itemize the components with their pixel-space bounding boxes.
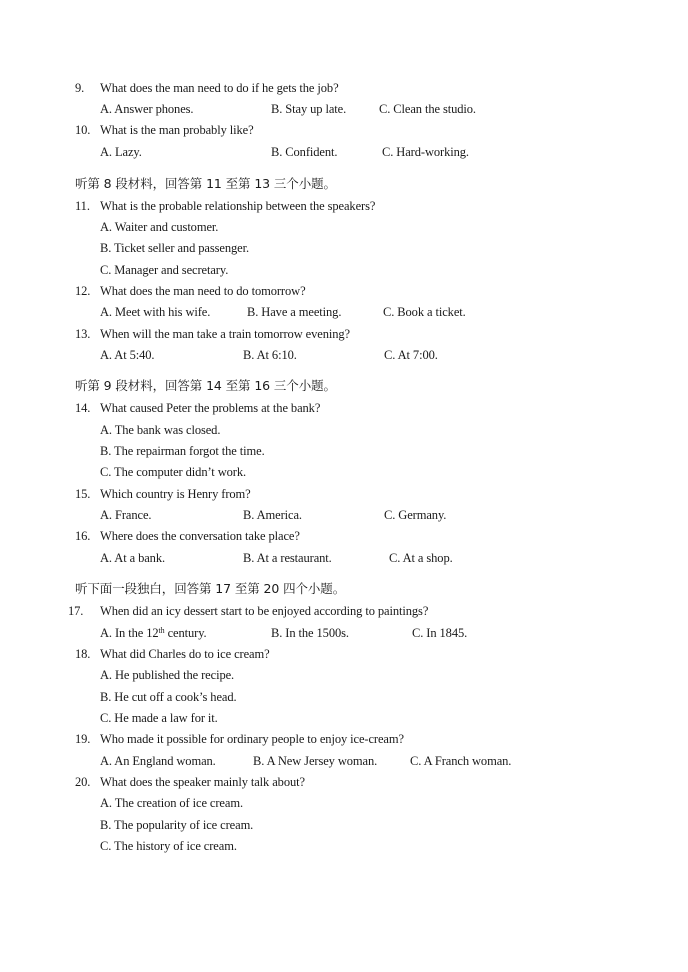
question-number: 12.	[75, 284, 91, 298]
option-a: A. The bank was closed.	[100, 423, 221, 437]
question-number: 13.	[75, 327, 91, 341]
question-text: Where does the conversation take place?	[100, 529, 300, 543]
option-c: C. Manager and secretary.	[100, 263, 229, 277]
question-text: What did Charles do to ice cream?	[100, 647, 270, 661]
option-a: A. Answer phones.	[100, 102, 194, 116]
option-b: B. The popularity of ice cream.	[100, 818, 254, 832]
question-text: What does the man need to do tomorrow?	[100, 284, 306, 298]
option-a: A. France.	[100, 508, 152, 522]
option-a: A. In the 12th century.	[100, 626, 207, 640]
option-b: B. At a restaurant.	[243, 551, 332, 565]
option-b: B. Have a meeting.	[247, 305, 342, 319]
option-b: B. In the 1500s.	[271, 626, 349, 640]
option-c: C. The history of ice cream.	[100, 839, 237, 853]
option-b: B. Ticket seller and passenger.	[100, 241, 249, 255]
question-number: 18.	[75, 647, 91, 661]
question-text: Who made it possible for ordinary people to enjoy ice-cream?	[100, 732, 404, 746]
section-heading: 听第 9 段材料，回答第 14 至第 16 三个小题。	[75, 378, 336, 393]
option-c: C. In 1845.	[412, 626, 468, 640]
option-a: A. Meet with his wife.	[100, 305, 211, 319]
option-a: A. Waiter and customer.	[100, 220, 219, 234]
section-heading: 听下面一段独白，回答第 17 至第 20 四个小题。	[75, 581, 346, 596]
option-b: B. Confident.	[271, 145, 338, 159]
option-a: A. He published the recipe.	[100, 668, 235, 682]
question-text: What is the probable relationship between the speakers?	[100, 199, 376, 213]
option-a: A. Lazy.	[100, 145, 142, 159]
question-number: 9.	[75, 81, 85, 95]
question-number: 20.	[75, 775, 91, 789]
question-number: 11.	[75, 199, 90, 213]
question-number: 14.	[75, 401, 91, 415]
question-text: What does the man need to do if he gets the job?	[100, 81, 339, 95]
option-c: C. At 7:00.	[384, 348, 438, 362]
question-text: What is the man probably like?	[100, 123, 254, 137]
question-text: When did an icy dessert start to be enjoyed according to paintings?	[100, 604, 429, 618]
option-b: B. A New Jersey woman.	[253, 754, 378, 768]
option-b: B. Stay up late.	[271, 102, 347, 116]
question-number: 16.	[75, 529, 91, 543]
option-b: B. He cut off a cook’s head.	[100, 690, 237, 704]
option-c: C. Clean the studio.	[379, 102, 476, 116]
option-c: C. Germany.	[384, 508, 447, 522]
option-c: C. The computer didn’t work.	[100, 465, 247, 479]
question-text: When will the man take a train tomorrow evening?	[100, 327, 350, 341]
question-number: 19.	[75, 732, 91, 746]
option-a: A. An England woman.	[100, 754, 216, 768]
option-a: A. At a bank.	[100, 551, 166, 565]
question-number: 10.	[75, 123, 91, 137]
question-text: What does the speaker mainly talk about?	[100, 775, 305, 789]
option-c: C. He made a law for it.	[100, 711, 218, 725]
option-c: C. Hard-working.	[382, 145, 469, 159]
option-c: C. At a shop.	[389, 551, 453, 565]
option-b: B. The repairman forgot the time.	[100, 444, 265, 458]
option-a: A. At 5:40.	[100, 348, 155, 362]
option-a: A. The creation of ice cream.	[100, 796, 243, 810]
question-number: 15.	[75, 487, 91, 501]
option-c: C. A Franch woman.	[410, 754, 512, 768]
option-b: B. At 6:10.	[243, 348, 297, 362]
question-text: What caused Peter the problems at the bank?	[100, 401, 321, 415]
section-heading: 听第 8 段材料，回答第 11 至第 13 三个小题。	[75, 176, 336, 191]
question-number: 17.	[68, 604, 84, 618]
option-b: B. America.	[243, 508, 302, 522]
question-text: Which country is Henry from?	[100, 487, 251, 501]
option-c: C. Book a ticket.	[383, 305, 466, 319]
